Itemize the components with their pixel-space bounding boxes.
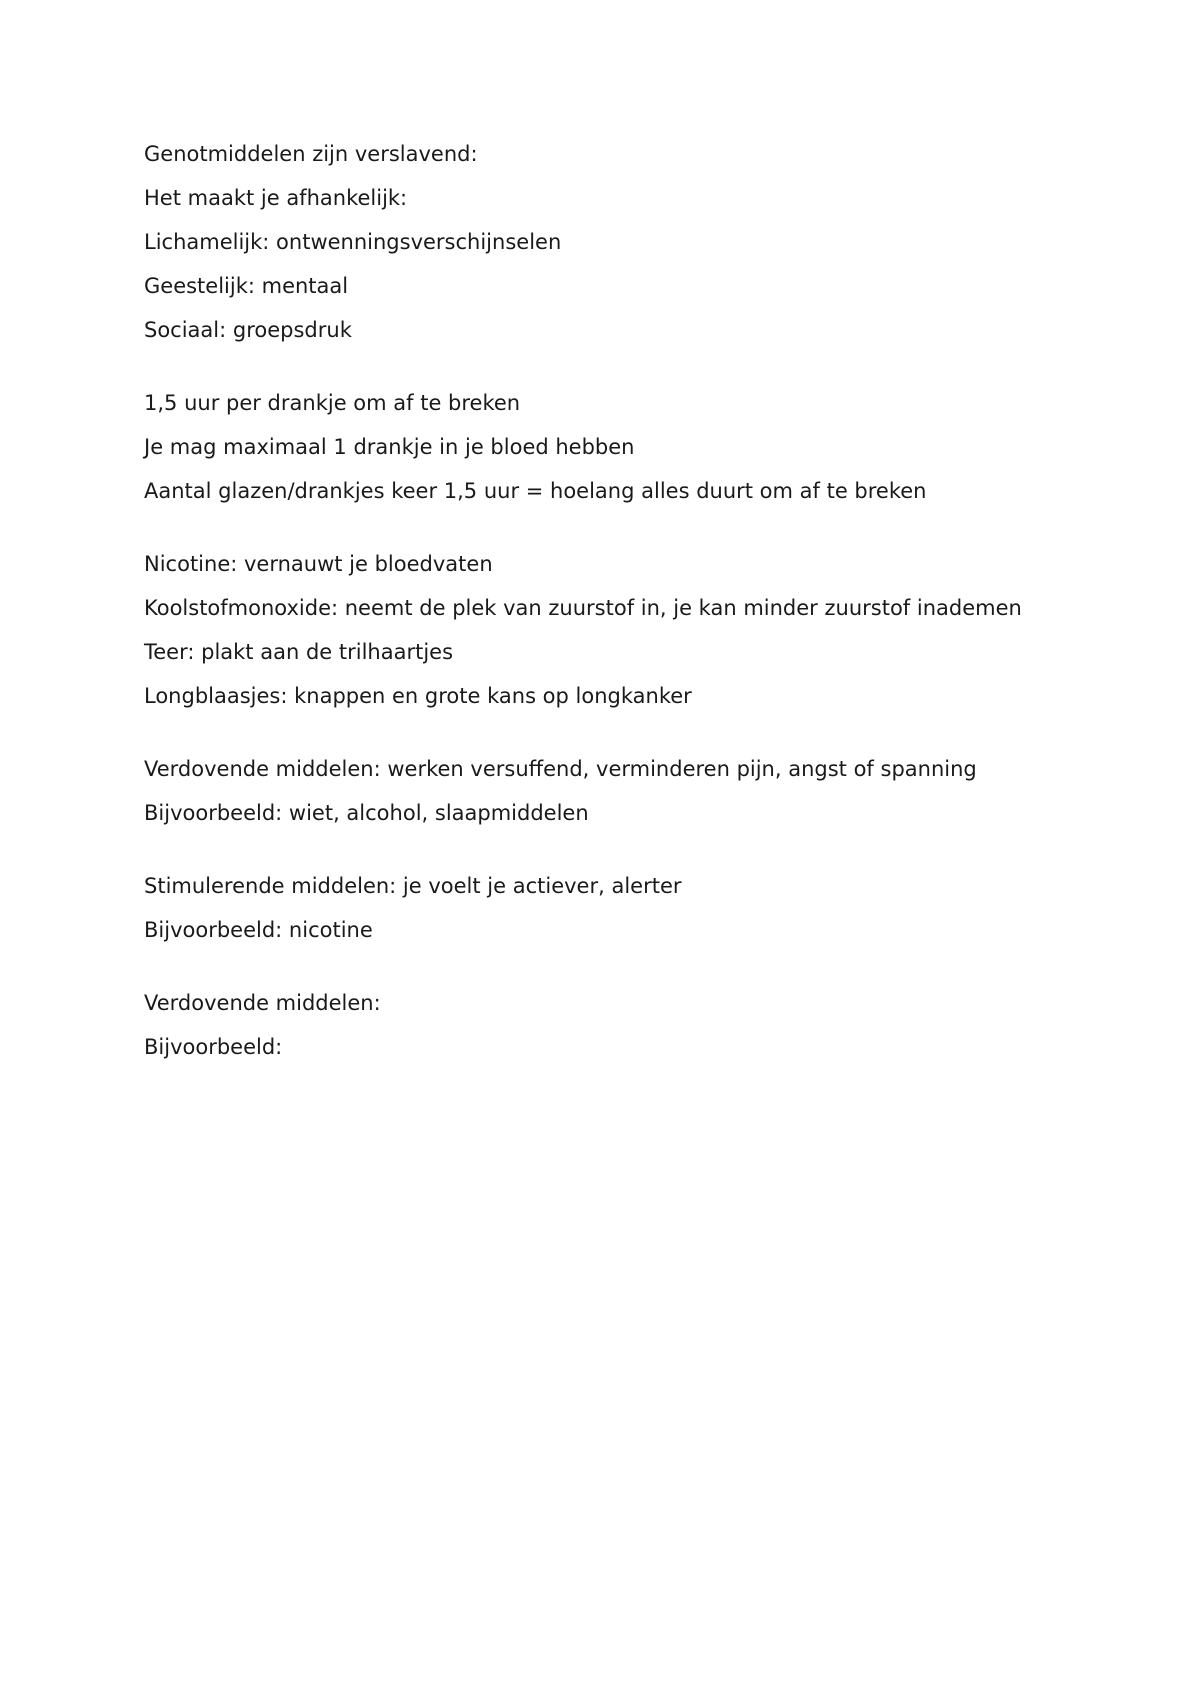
text-line: Verdovende middelen: (144, 991, 381, 1015)
section-addiction (144, 140, 1044, 345)
text-line: Geestelijk: mentaal (144, 274, 349, 298)
text-line: Longblaasjes: knappen en grote kans op longkanker (144, 684, 692, 708)
text-line: Aantal glazen/drankjes keer 1,5 uur = hoelang alles duurt om af te breken (144, 479, 927, 503)
text-line: Sociaal: groepsdruk (144, 318, 352, 342)
text-line: 1,5 uur per drankje om af te breken (144, 391, 521, 415)
section-depressants-blank (144, 989, 1044, 1062)
text-line: Lichamelijk: ontwenningsverschijnselen (144, 230, 562, 254)
text-line: Genotmiddelen zijn verslavend: (144, 142, 478, 166)
document-body (144, 140, 1044, 1106)
text-line: Bijvoorbeeld: wiet, alcohol, slaapmiddelen (144, 801, 589, 825)
section-stimulants (144, 872, 1044, 945)
text-line: Bijvoorbeeld: (144, 1035, 283, 1059)
text-line: Stimulerende middelen: je voelt je actiever, alerter (144, 874, 682, 898)
text-line: Verdovende middelen: werken versuffend, verminderen pijn, angst of spanning (144, 757, 977, 781)
text-line: Teer: plakt aan de trilhaartjes (144, 640, 454, 664)
section-alcohol (144, 389, 1044, 506)
text-line: Je mag maximaal 1 drankje in je bloed hebben (144, 435, 635, 459)
section-depressants (144, 755, 1044, 828)
section-smoking (144, 550, 1044, 711)
text-line: Bijvoorbeeld: nicotine (144, 918, 373, 942)
text-line: Het maakt je afhankelijk: (144, 186, 408, 210)
text-line: Nicotine: vernauwt je bloedvaten (144, 552, 493, 576)
text-line: Koolstofmonoxide: neemt de plek van zuurstof in, je kan minder zuurstof inademen (144, 596, 1022, 620)
